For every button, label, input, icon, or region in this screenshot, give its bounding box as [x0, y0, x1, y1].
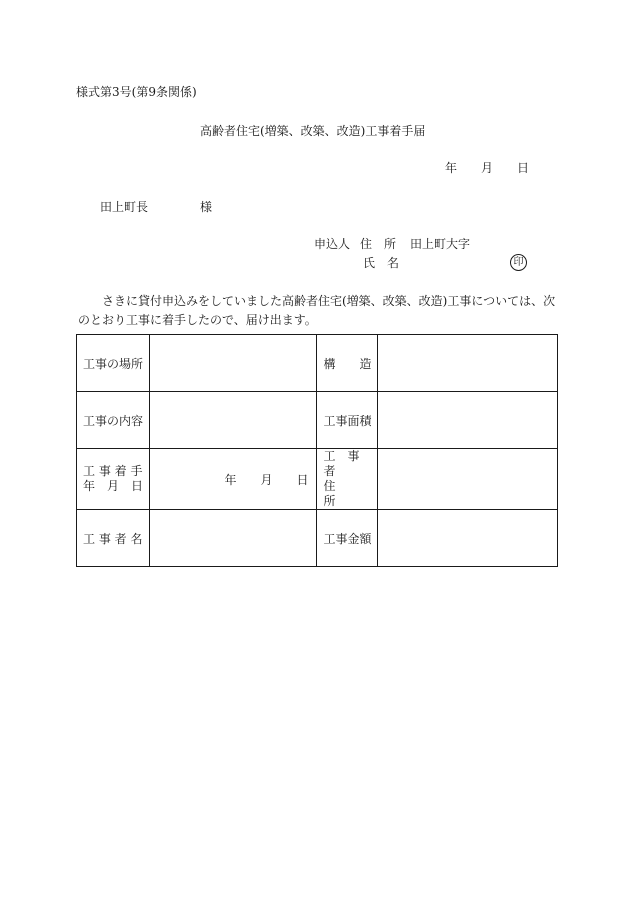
- start-date-label: [77, 449, 150, 510]
- contractor-address-label: [317, 449, 377, 510]
- body-line-2: のとおり工事に着手したので、届け出ます。: [78, 313, 317, 327]
- work-content-value: [150, 392, 317, 449]
- applicant-label: 申込人: [314, 237, 351, 251]
- address-value: 田上町大字: [410, 237, 471, 251]
- year-label: 年: [445, 161, 458, 175]
- document-title: 高齢者住宅(増築、改築、改造)工事着手届: [200, 124, 426, 138]
- contractor-label-line2: 住 所: [323, 479, 372, 508]
- body-line-1: さきに貸付申込みをしていました高齢者住宅(増築、改築、改造)工事については、次: [102, 294, 556, 308]
- contractor-name-value: [150, 510, 317, 567]
- work-amount-label: 工事金額: [317, 510, 377, 567]
- table-row: [77, 392, 558, 449]
- month-label: 月: [481, 161, 494, 175]
- applicant-address-line: [314, 237, 470, 251]
- work-info-table: [76, 334, 558, 567]
- work-area-value: [377, 392, 557, 449]
- day-label: 日: [517, 161, 530, 175]
- start-date-label-line1: 工 事 着 手: [83, 464, 143, 478]
- contractor-address-value: [377, 449, 557, 510]
- addressee-honorific: 様: [200, 200, 213, 214]
- work-amount-value: [377, 510, 557, 567]
- contractor-label-line1: 工 事 者: [323, 449, 372, 478]
- start-date-label-line2: 年 月 日: [83, 479, 144, 493]
- table-row: [77, 510, 558, 567]
- addressee-name: 田上町長: [100, 200, 149, 214]
- table-row: [77, 449, 558, 510]
- contractor-name-label: 工 事 者 名: [77, 510, 150, 567]
- addressee: [100, 200, 212, 214]
- body-paragraph: [78, 292, 558, 330]
- start-date-value: 年 月 日: [150, 449, 317, 510]
- address-label: 住 所: [360, 237, 397, 251]
- structure-value: [377, 335, 557, 392]
- date-line: [445, 161, 529, 175]
- table-row: [77, 335, 558, 392]
- seal-mark: 印: [510, 254, 527, 271]
- structure-label: 構 造: [317, 335, 377, 392]
- work-location-value: [150, 335, 317, 392]
- work-location-label: 工事の場所: [77, 335, 150, 392]
- work-area-label: 工事面積: [317, 392, 377, 449]
- form-number-label: 様式第3号(第9条関係): [76, 85, 197, 99]
- applicant-name-line: [363, 256, 399, 270]
- work-content-label: 工事の内容: [77, 392, 150, 449]
- name-label: 氏 名: [363, 256, 400, 270]
